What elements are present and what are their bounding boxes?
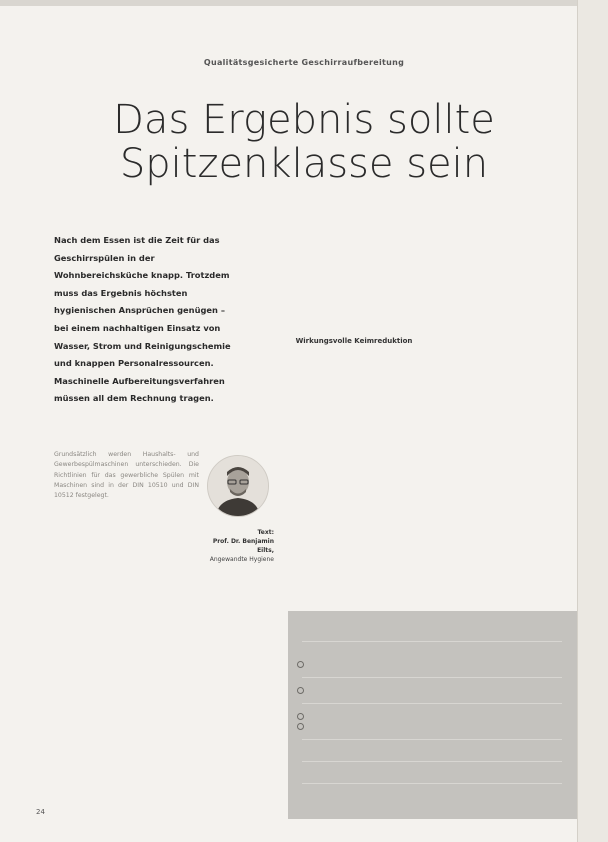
info-box-rule [302, 761, 562, 762]
bullet-icon [297, 661, 304, 668]
bullet-icon [297, 713, 304, 720]
headline [0, 98, 608, 186]
body-column-1 [54, 450, 199, 501]
headline-line-2: Spitzenklasse sein [119, 141, 489, 187]
page-number: 24 [36, 808, 45, 816]
author-credit [200, 528, 274, 564]
info-box-rule [302, 677, 562, 678]
info-box-rule [302, 739, 562, 740]
lead-paragraph: Nach dem Essen ist die Zeit für das Geschirrspülen in der Wohnbereichsküche knapp. Trotzdem muss das Ergebnis höchsten hygienischen Ansprüchen genügen – bei einem nachhaltigen Einsatz von Wasser, Strom und Reinigungschemie und knappen Personalressourcen. Maschinelle Aufbereitungsverfahren müssen all dem Rechnung tragen. [54, 235, 231, 404]
info-box-rule [302, 703, 562, 704]
author-label: Text: [257, 529, 274, 536]
section-subhead: Wirkungsvolle Keimreduktion [295, 337, 413, 345]
author-portrait-icon [208, 456, 268, 516]
body-column-1-text: Grundsätzlich werden Haushalts- und Gewerbespülmaschinen unterschieden. Die Richtlinien für das gewerbliche Spülen mit Maschinen sind in der DIN 10510 und DIN 10512 festgelegt. [54, 451, 199, 500]
bullet-icon [297, 723, 304, 730]
info-box [288, 611, 577, 819]
author-role: Angewandte Hygiene [209, 556, 274, 563]
author-name: Prof. Dr. Benjamin Eilts, [212, 538, 274, 554]
headline-line-1: Das Ergebnis sollte [113, 97, 495, 143]
kicker: Qualitätsgesicherte Geschirraufbereitung [203, 58, 405, 67]
top-edge [0, 0, 608, 6]
info-box-rule [302, 783, 562, 784]
bullet-icon [297, 687, 304, 694]
author-photo [207, 455, 269, 517]
info-box-rule [302, 641, 562, 642]
